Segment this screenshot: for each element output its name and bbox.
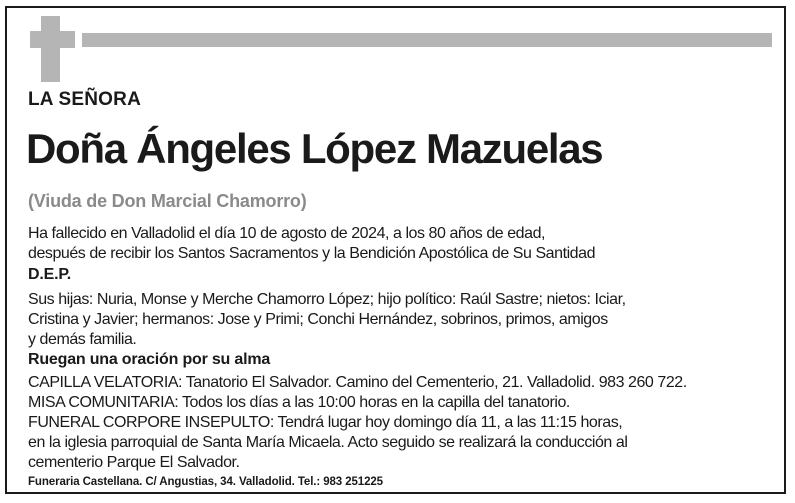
dep-heading: D.E.P.	[28, 266, 71, 283]
services-paragraph	[28, 373, 778, 473]
family-line: Sus hijas: Nuria, Monse y Merche Chamorro López; hijo político: Raúl Sastre; nietos: Iciar,	[28, 291, 626, 308]
prayer-heading: Ruegan una oración por su alma	[28, 351, 271, 368]
header-rule	[82, 33, 772, 47]
widow-note: (Viuda de Don Marcial Chamorro)	[28, 191, 307, 211]
announcement-paragraph	[28, 224, 778, 264]
service-line: MISA COMUNITARIA: Todos los días a las 10:00 horas en la capilla del tanatorio.	[28, 394, 570, 411]
deceased-name: Doña Ángeles López Mazuelas	[26, 125, 603, 172]
obituary-title: LA SEÑORA	[28, 89, 141, 110]
service-line: FUNERAL CORPORE INSEPULTO: Tendrá lugar hoy domingo día 11, a las 11:15 horas,	[28, 414, 623, 431]
service-line: CAPILLA VELATORIA: Tanatorio El Salvador. Camino del Cementerio, 21. Valladolid. 983 260 722.	[28, 374, 687, 391]
announcement-line: después de recibir los Santos Sacramentos y la Bendición Apostólica de Su Santidad	[28, 245, 596, 262]
family-line: Cristina y Javier; hermanos: Jose y Primi; Conchi Hernández, sobrinos, primos, amigos	[28, 311, 608, 328]
service-line: en la iglesia parroquial de Santa María Micaela. Acto seguido se realizará la conducción al	[28, 434, 628, 451]
announcement-line: Ha fallecido en Valladolid el día 10 de agosto de 2024, a los 80 años de edad,	[28, 225, 546, 242]
service-line: cementerio Parque El Salvador.	[28, 454, 240, 471]
funeral-home-footer: Funeraria Castellana. C/ Angustias, 34. Valladolid. Tel.: 983 251225	[28, 476, 383, 488]
family-line: y demás familia.	[28, 331, 137, 348]
family-paragraph	[28, 290, 778, 350]
